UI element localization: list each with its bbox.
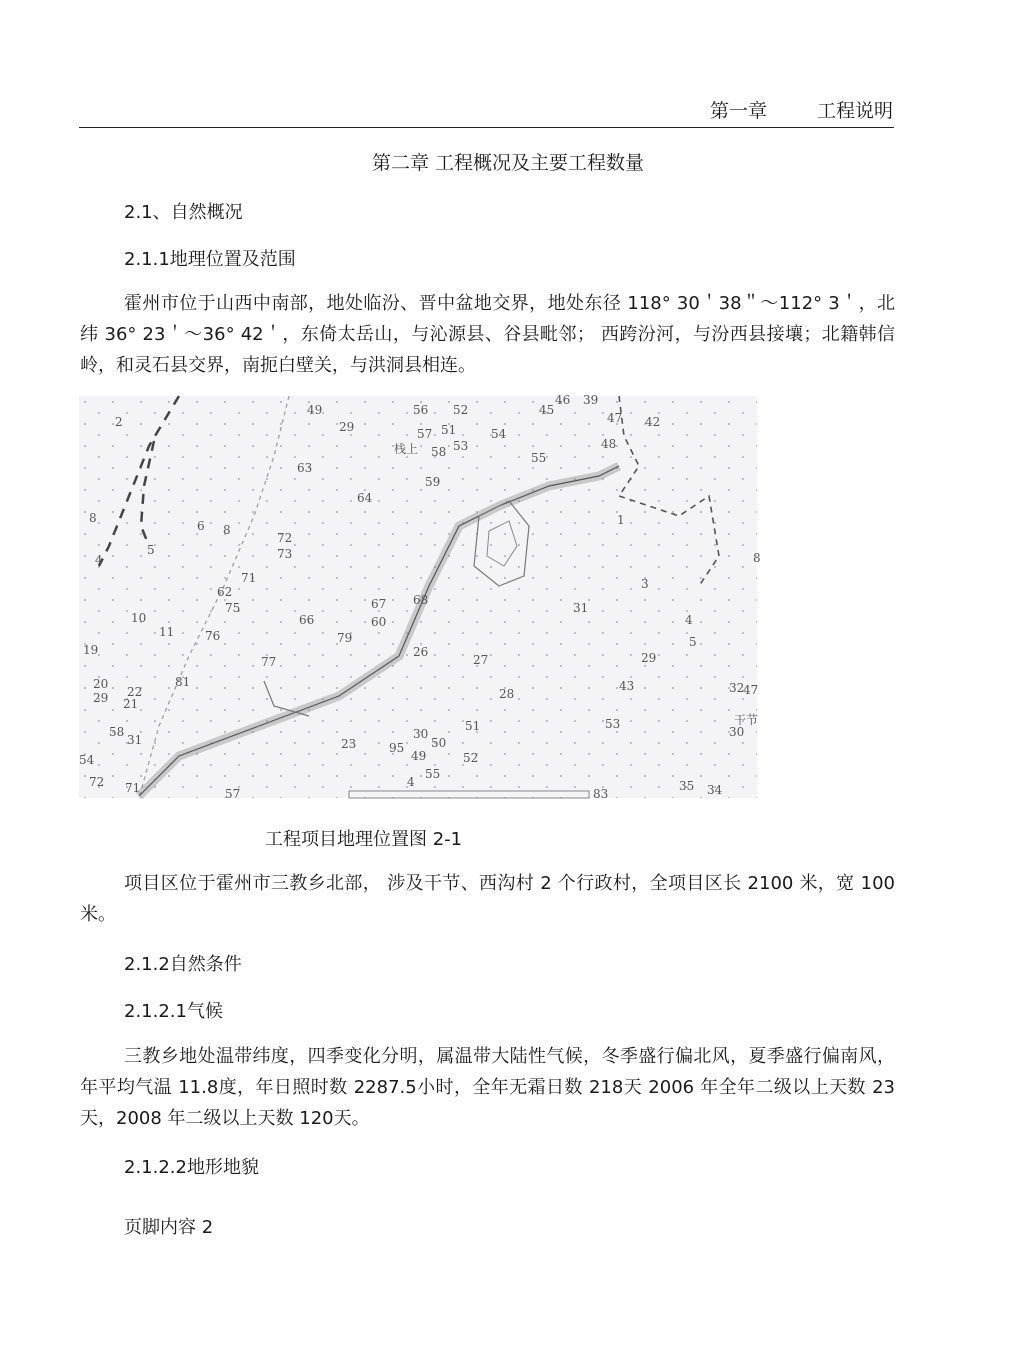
map-number: 8 <box>89 511 97 525</box>
map-number: 4 <box>685 613 693 627</box>
map-number: 47 <box>607 411 623 425</box>
map-number: 4 <box>95 553 103 567</box>
map-number: 28 <box>499 687 515 701</box>
map-number: 95 <box>389 741 405 755</box>
map-number: 52 <box>463 751 479 765</box>
map-number: 5 <box>689 635 697 649</box>
map-number: 52 <box>453 403 469 417</box>
map-number: 71 <box>241 571 257 585</box>
map-number: 4 <box>407 775 415 789</box>
map-number: 29 <box>339 420 355 434</box>
map-number: 34 <box>707 783 723 797</box>
header-section: 工程说明 <box>816 100 893 122</box>
map-place-label: 栈上 <box>394 442 419 456</box>
map-number: 30 <box>413 727 429 741</box>
map-number: 71 <box>125 781 141 795</box>
map-number: 63 <box>297 461 313 475</box>
map-number: 48 <box>601 437 617 451</box>
map-number: 20 <box>93 677 109 691</box>
map-number: 55 <box>425 767 441 781</box>
map-number: 30 <box>729 725 745 739</box>
map-number: 39 <box>583 393 599 407</box>
map-number: 58 <box>109 725 125 739</box>
map-number: 56 <box>413 403 429 417</box>
paragraph-location: 霍州市位于山西中南部，地处临汾、晋中盆地交界，地处东径 118° 30＇38＂～112° 3＇，北纬 36° 23＇～36° 42＇，东倚太岳山，与沁源县、谷县毗邻； 西跨汾河，与汾西县接壤；北籍韩信岭，和灵石县交界，南扼白壁关，与洪洞县相连。 <box>80 293 895 376</box>
map-number: 79 <box>337 631 353 645</box>
map-number: 60 <box>371 615 387 629</box>
header-divider <box>79 127 894 128</box>
map-number: 49 <box>307 403 323 417</box>
map-number: 46 <box>555 393 571 407</box>
page-footer: 页脚内容 2 <box>124 1217 214 1238</box>
map-number: 76 <box>205 629 221 643</box>
heading-2-1: 2.1、自然概况 <box>124 202 243 223</box>
map-number: 62 <box>217 585 233 599</box>
map-number: 6 <box>197 519 205 533</box>
map-number: 73 <box>277 547 293 561</box>
map-number: 58 <box>431 445 447 459</box>
map-number: 5 <box>147 543 155 557</box>
map-number: 55 <box>531 451 547 465</box>
map-number: 83 <box>593 787 609 801</box>
map-number: 49 <box>411 749 427 763</box>
location-map <box>79 393 761 801</box>
map-number: 53 <box>453 439 469 453</box>
map-number: 35 <box>679 779 695 793</box>
map-number: 43 <box>619 679 635 693</box>
map-number: 1 <box>617 513 625 527</box>
map-number: 22 <box>127 685 143 699</box>
map-number: 54 <box>79 753 95 767</box>
map-number: 47 <box>743 683 759 697</box>
map-number: 32 <box>729 681 745 695</box>
figure-caption: 工程项目地理位置图 2-1 <box>265 829 463 850</box>
map-number: 8 <box>753 551 761 565</box>
map-number: 50 <box>431 736 447 750</box>
map-number: 57 <box>225 787 241 801</box>
map-number: 51 <box>441 423 457 437</box>
map-number: 26 <box>413 645 429 659</box>
map-number: 23 <box>341 737 357 751</box>
map-number: 75 <box>225 601 241 615</box>
map-number: 66 <box>299 613 315 627</box>
map-number: 2 <box>115 415 123 429</box>
map-number: 67 <box>371 597 387 611</box>
chapter-title: 第二章 工程概况及主要工程数量 <box>371 152 645 174</box>
heading-2-1-1: 2.1.1地理位置及范围 <box>124 249 296 270</box>
map-number: 54 <box>491 427 507 441</box>
map-number: 11 <box>159 625 175 639</box>
map-number: 29 <box>641 651 657 665</box>
map-number: 8 <box>223 523 231 537</box>
heading-2-1-2-2: 2.1.2.2地形地貌 <box>124 1157 259 1178</box>
map-number: 19 <box>83 643 99 657</box>
heading-2-1-2-1: 2.1.2.1气候 <box>124 1001 223 1022</box>
map-place-label: 干节 <box>734 713 759 727</box>
map-number: 53 <box>605 717 621 731</box>
map-number: 3 <box>641 577 649 591</box>
map-number: 64 <box>357 491 373 505</box>
map-number: 77 <box>261 655 277 669</box>
map-number: 21 <box>123 697 139 711</box>
heading-2-1-2: 2.1.2自然条件 <box>124 954 242 975</box>
header-chapter: 第一章 <box>709 100 767 122</box>
map-number: 51 <box>465 719 481 733</box>
paragraph-climate: 三教乡地处温带纬度，四季变化分明，属温带大陆性气候，冬季盛行偏北风，夏季盛行偏南风，年平均气温 11.8度，年日照时数 2287.5小时，全年无霜日数 218天 2006 年全年二级以上天数 23天，2008 年二级以上天数 120天。 <box>80 1046 895 1129</box>
map-number: 10 <box>131 611 147 625</box>
map-number: 68 <box>413 593 429 607</box>
map-drawing <box>79 393 761 801</box>
paragraph-project-area: 项目区位于霍州市三教乡北部， 涉及干节、西沟村 2 个行政村，全项目区长 2100 米，宽 100 米。 <box>80 873 895 925</box>
page-header <box>0 96 893 126</box>
map-number: 59 <box>425 475 441 489</box>
map-number: 57 <box>417 427 433 441</box>
map-number: 29 <box>93 691 109 705</box>
map-number: 45 <box>539 403 555 417</box>
map-number: 27 <box>473 653 489 667</box>
map-number: 72 <box>89 775 105 789</box>
map-number: 72 <box>277 531 293 545</box>
map-number: 81 <box>175 675 191 689</box>
map-number: 31 <box>573 601 589 615</box>
map-number: 42 <box>645 415 661 429</box>
map-number: 31 <box>127 733 143 747</box>
